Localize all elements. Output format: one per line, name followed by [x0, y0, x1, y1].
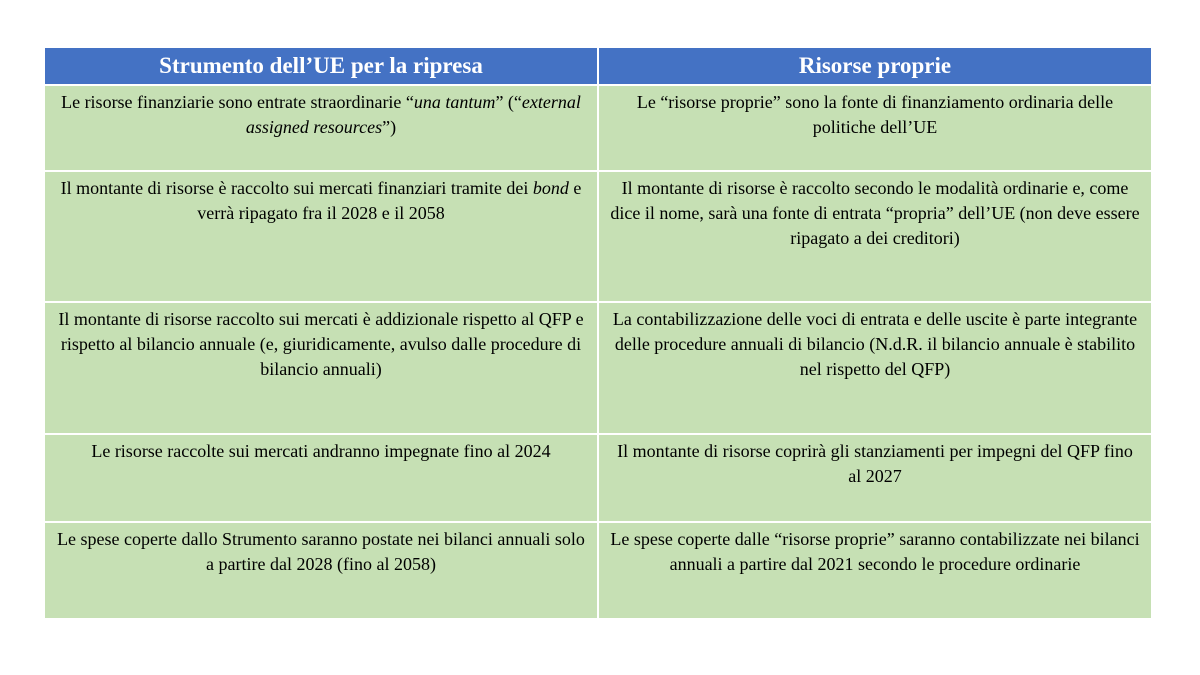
cell-text: e verrà ripagato fra il 2028 e il 2058	[197, 178, 582, 223]
table-cell-left	[45, 85, 598, 171]
table-cell-right: Il montante di risorse coprirà gli stanziamenti per impegni del QFP fino al 2027	[598, 434, 1151, 522]
table-cell-right: Il montante di risorse è raccolto secondo le modalità ordinarie e, come dice il nome, sarà una fonte di entrata “propria” dell’UE (non deve essere ripagato a dei creditori)	[598, 171, 1151, 302]
table-cell-right: Le “risorse proprie” sono la fonte di finanziamento ordinaria delle politiche dell’UE	[598, 85, 1151, 171]
table-row	[45, 522, 1151, 618]
cell-text: ”)	[382, 117, 397, 137]
table-cell-right: Le spese coperte dalle “risorse proprie” saranno contabilizzate nei bilanci annuali a partire dal 2021 secondo le procedure ordinarie	[598, 522, 1151, 618]
table-cell-left: Le spese coperte dallo Strumento saranno postate nei bilanci annuali solo a partire dal 2028 (fino al 2058)	[45, 522, 598, 618]
cell-text: Le risorse finanziarie sono entrate straordinarie “	[61, 92, 414, 112]
cell-text-italic: external assigned resources	[245, 92, 581, 137]
header-recovery-instrument: Strumento dell’UE per la ripresa	[45, 48, 598, 85]
cell-text: ” (“	[495, 92, 522, 112]
cell-text-italic: una tantum	[413, 92, 496, 112]
table-row	[45, 171, 1151, 302]
header-own-resources: Risorse proprie	[598, 48, 1151, 85]
table-row	[45, 302, 1151, 434]
header-row	[45, 48, 1151, 85]
table-cell-left: Le risorse raccolte sui mercati andranno impegnate fino al 2024	[45, 434, 598, 522]
comparison-table-container	[45, 48, 1151, 618]
table-cell-right: La contabilizzazione delle voci di entrata e delle uscite è parte integrante delle procedure annuali di bilancio (N.d.R. il bilancio annuale è stabilito nel rispetto del QFP)	[598, 302, 1151, 434]
table-row	[45, 434, 1151, 522]
table-row	[45, 85, 1151, 171]
table-cell-left: Il montante di risorse raccolto sui mercati è addizionale rispetto al QFP e rispetto al bilancio annuale (e, giuridicamente, avulso dalle procedure di bilancio annuali)	[45, 302, 598, 434]
table-cell-left	[45, 171, 598, 302]
cell-text: Il montante di risorse è raccolto sui mercati finanziari tramite dei	[60, 178, 533, 198]
cell-text-italic: bond	[532, 178, 569, 198]
comparison-table	[45, 48, 1151, 618]
